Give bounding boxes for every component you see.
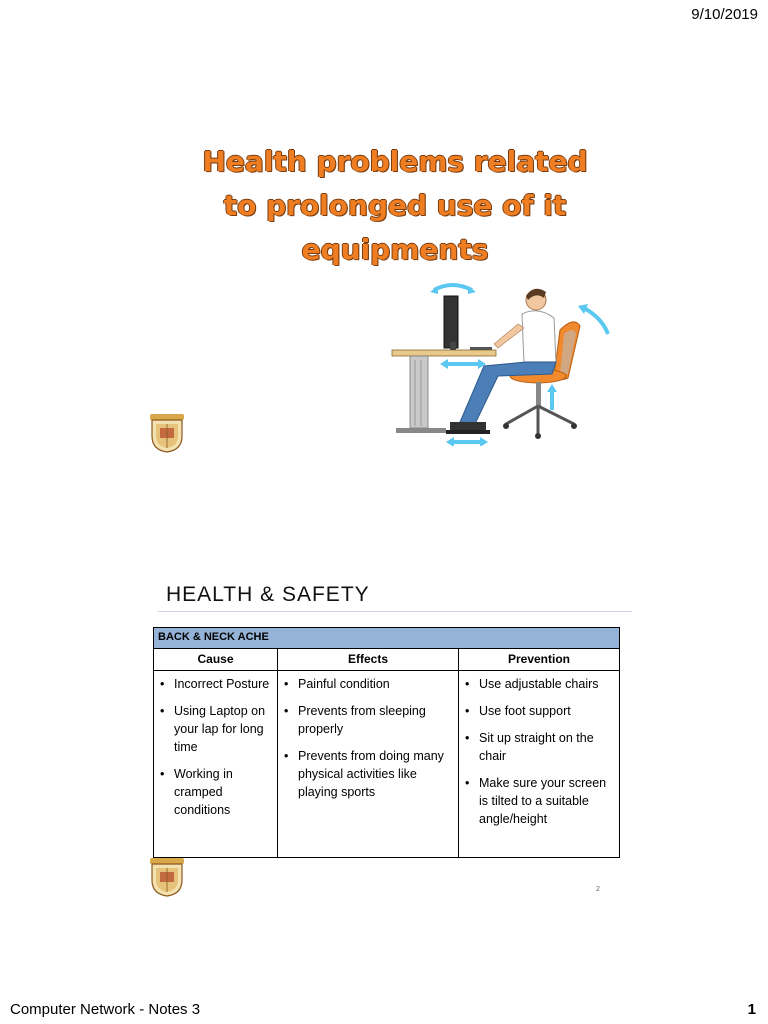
column-header-effects: Effects xyxy=(278,649,459,671)
table-header-row xyxy=(154,649,620,671)
effects-cell xyxy=(278,671,459,858)
list-item: • Incorrect Posture xyxy=(174,675,273,693)
title-line-2: to prolonged use of it xyxy=(223,189,567,222)
list-item: • Painful condition xyxy=(298,675,454,693)
table-row xyxy=(154,671,620,858)
table-band-row xyxy=(154,628,620,649)
slide-number: 2 xyxy=(596,886,600,893)
list-item: • Prevents from doing many physical activities like playing sports xyxy=(298,747,454,801)
list-item: • Using Laptop on your lap for long time xyxy=(174,702,273,756)
slide-title xyxy=(200,140,590,272)
school-crest-logo xyxy=(142,856,192,898)
date-stamp: 9/10/2019 xyxy=(691,6,758,23)
list-item: • Sit up straight on the chair xyxy=(479,729,615,765)
section-title: HEALTH & SAFETY xyxy=(166,583,370,606)
footer-page-number: 1 xyxy=(747,1001,756,1018)
footer-course-title: Computer Network - Notes 3 xyxy=(10,1001,201,1018)
title-line-3: equipments xyxy=(301,233,489,266)
list-item: • Make sure your screen is tilted to a suitable angle/height xyxy=(479,774,615,828)
column-header-prevention: Prevention xyxy=(459,649,620,671)
list-item: • Use foot support xyxy=(479,702,615,720)
school-crest-logo xyxy=(142,412,192,454)
prevention-cell xyxy=(459,671,620,858)
cause-cell xyxy=(154,671,278,858)
list-item: • Working in cramped conditions xyxy=(174,765,273,819)
column-header-cause: Cause xyxy=(154,649,278,671)
list-item: • Prevents from sleeping properly xyxy=(298,702,454,738)
health-safety-table xyxy=(153,627,620,858)
list-item: • Use adjustable chairs xyxy=(479,675,615,693)
title-line-1: Health problems related xyxy=(202,145,588,178)
title-divider xyxy=(158,611,632,612)
band-label: BACK & NECK ACHE xyxy=(154,628,620,649)
ergonomic-workstation-illustration xyxy=(388,278,624,446)
